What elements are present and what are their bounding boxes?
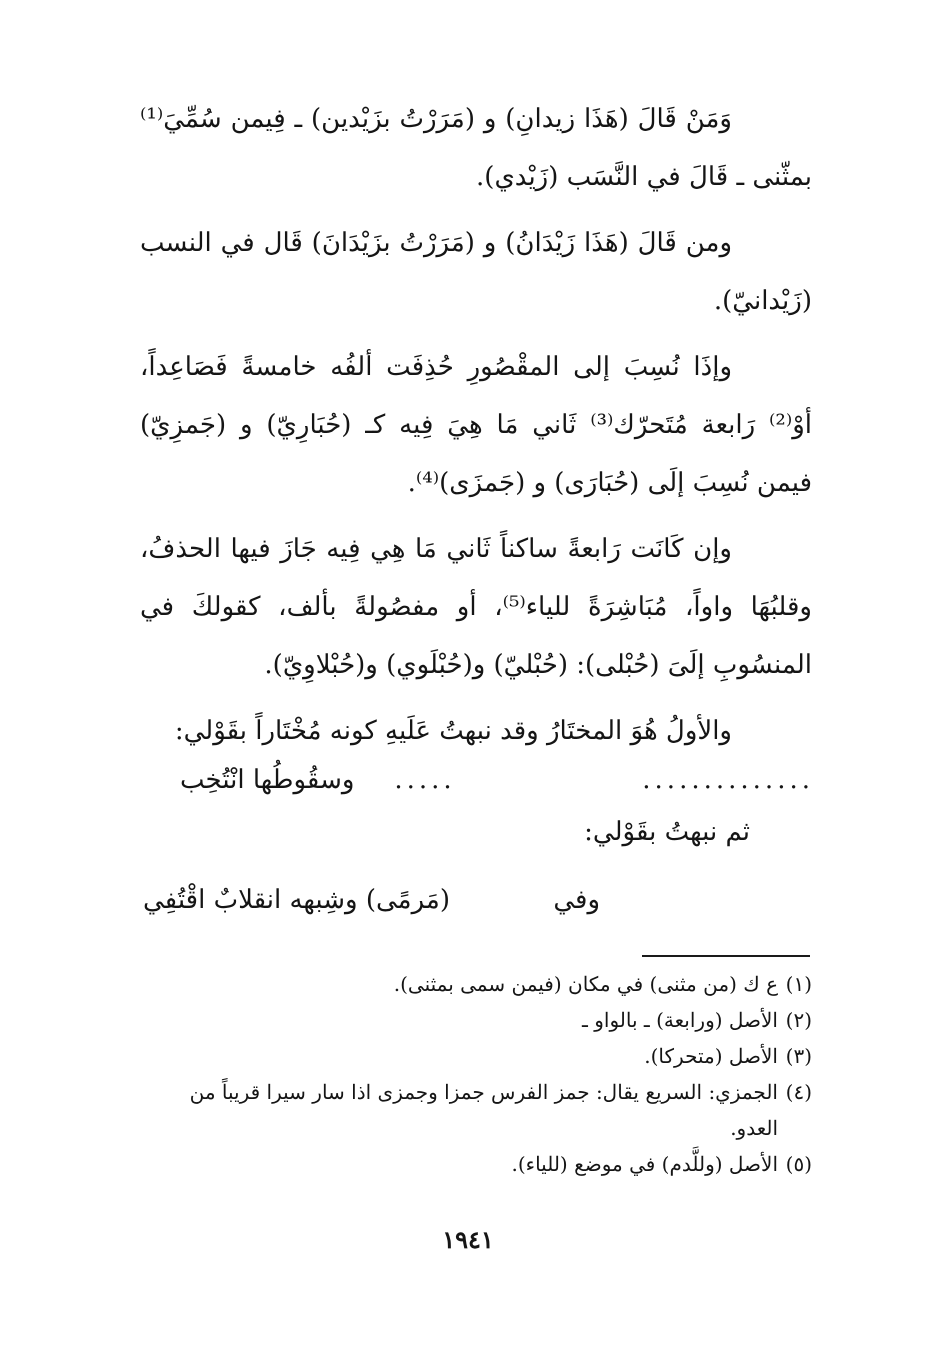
footnote-number: (٢) xyxy=(785,1008,812,1032)
paragraph-2: ومن قَالَ (هَذَا زَيْدَانُ) و (مَرَرْتُ بزَيْدَانَ) قَال في النسب (زَيْدانيّ). xyxy=(140,228,812,316)
footnote-1 xyxy=(140,966,812,1002)
footnote-number: (٥) xyxy=(785,1152,812,1176)
footnote-number: (١) xyxy=(785,972,812,996)
footnotes xyxy=(140,966,812,1182)
paragraph-5: والأولُ هُوَ المختَارُ وقد نبهتُ عَلَيهِ كونه مُخْتَاراً بقَوْلي: xyxy=(174,716,732,746)
paragraph-4: وإن كَانَت رَابعةً ساكناً ثَاني مَا هِي فِيه جَازَ فيها الحذفُ، وقلبُهَا واواً، مُبَاشِرَةً للياء⁽⁵⁾، أو مفصُولةً بألف، كقولكَ في المنسُوبِ إلَىَ (حُبْلى): (حُبْليّ) و(حُبْلَوي) و(حُبْلاوِيّ). xyxy=(140,534,812,680)
paragraph-1: وَمَنْ قَالَ (هَذَا زيدانِ) و (مَرَرْتُ بزَيْدين) ـ فِيمن سُمِّيَ⁽¹⁾ بمثّنى ـ قَالَ في النَّسَب (زَيْدي). xyxy=(140,104,812,192)
verse-1-text: وسقُوطُها انْتُخِب xyxy=(180,765,355,795)
footnote-text: ع ك (من مثنى) في مكان (فيمن سمى بمثنى). xyxy=(393,972,778,996)
footnote-number: (٣) xyxy=(785,1044,812,1068)
verse-2-first-hemistich: وفي xyxy=(553,885,600,915)
verse-1-dots-left: ..... xyxy=(394,765,456,795)
footnote-2 xyxy=(140,1002,812,1038)
footnote-5 xyxy=(140,1146,812,1182)
footnote-4 xyxy=(140,1074,812,1146)
footnote-text: الأصل (وللَّدم) في موضع (للياء). xyxy=(511,1152,778,1176)
main-text xyxy=(140,90,812,760)
footnote-text: الأصل (ورابعة) ـ بالواو ـ xyxy=(582,1008,778,1032)
then-line: ثم نبهتُ بقَوْلي: xyxy=(584,817,750,847)
paragraph-3: وإذَا نُسِبَ إلى المقْصُورِ حُذِفَت ألفُه خامسةً فَصَاعِداً، أوْ⁽²⁾ رَابعة مُتَحرّك⁽³⁾ ثَاني مَا هِيَ فِيه كـ (حُبَارِيّ) و (جَمزِيّ) فيمن نُسِبَ إلَى (حُبَارَى) و (جَمزَى)⁽⁴⁾. xyxy=(140,352,812,498)
page-number: ١٩٤١ xyxy=(442,1225,494,1254)
footnote-3 xyxy=(140,1038,812,1074)
footnote-text: الجمزي: السريع يقال: جمز الفرس جمزا وجمزى اذا سار سيرا قريباً من العدو. xyxy=(189,1080,778,1140)
verse-2-second-hemistich: (مَرمًى) وشِبهه انقلابٌ اقْتُفِي xyxy=(143,885,450,915)
footnote-number: (٤) xyxy=(785,1080,812,1104)
footnote-divider xyxy=(642,955,810,957)
footnote-text: الأصل (متحركا). xyxy=(644,1044,778,1068)
verse-1-dots-right: .............. xyxy=(642,765,814,795)
